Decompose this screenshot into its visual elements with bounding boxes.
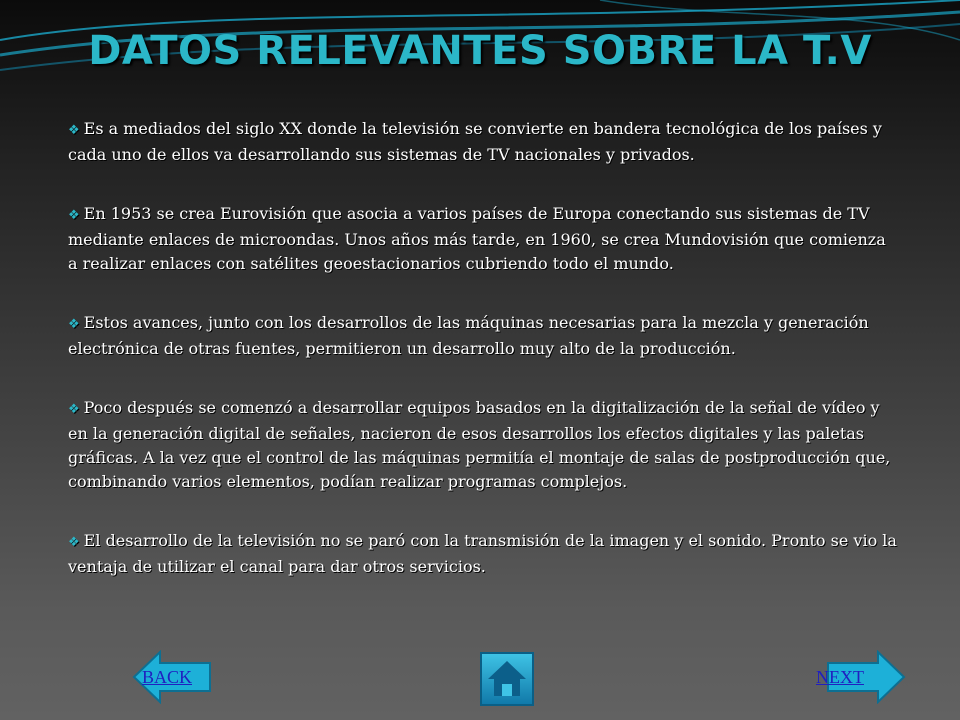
list-item-text: Estos avances, junto con los desarrollos de las máquinas necesarias para la mezcla y generación electrónica de otras fuentes, permitieron un desarrollo muy alto de la producción.: [68, 313, 869, 358]
bullet-icon: ❖: [68, 317, 80, 332]
bullet-icon: ❖: [68, 208, 80, 223]
bullet-list: [68, 117, 898, 614]
page-title: DATOS RELEVANTES SOBRE LA T.V: [88, 28, 872, 74]
list-item-text: Es a mediados del siglo XX donde la televisión se convierte en bandera tecnológica de los países y cada uno de ellos va desarrollando sus sistemas de TV nacionales y privados.: [68, 119, 882, 164]
list-item-text: En 1953 se crea Eurovisión que asocia a varios países de Europa conectando sus sistemas de TV mediante enlaces de microondas. Unos años más tarde, en 1960, se crea Mundovisión que comienza a realizar enlaces con satélites geoestacionarios cubriendo todo el mundo.: [68, 204, 886, 273]
bullet-icon: ❖: [68, 535, 80, 550]
list-item: [68, 396, 898, 494]
list-item-text: El desarrollo de la televisión no se paró con la transmisión de la imagen y el sonido. Pronto se vio la ventaja de utilizar el canal para dar otros servicios.: [68, 531, 897, 576]
bullet-icon: ❖: [68, 402, 80, 417]
list-item: [68, 529, 898, 579]
home-icon[interactable]: [480, 652, 534, 706]
next-button[interactable]: NEXT: [816, 667, 864, 687]
list-item: [68, 311, 898, 361]
list-item: [68, 117, 898, 167]
back-button[interactable]: BACK: [142, 667, 193, 687]
bullet-icon: ❖: [68, 123, 80, 138]
list-item-text: Poco después se comenzó a desarrollar equipos basados en la digitalización de la señal de vídeo y en la generación digital de señales, nacieron de esos desarrollos los efectos digitales y las paletas gráficas. A la vez que el control de las máquinas permitía el montaje de salas de postproducción que, combinando varios elementos, podían realizar programas complejos.: [68, 398, 891, 491]
list-item: [68, 202, 898, 276]
